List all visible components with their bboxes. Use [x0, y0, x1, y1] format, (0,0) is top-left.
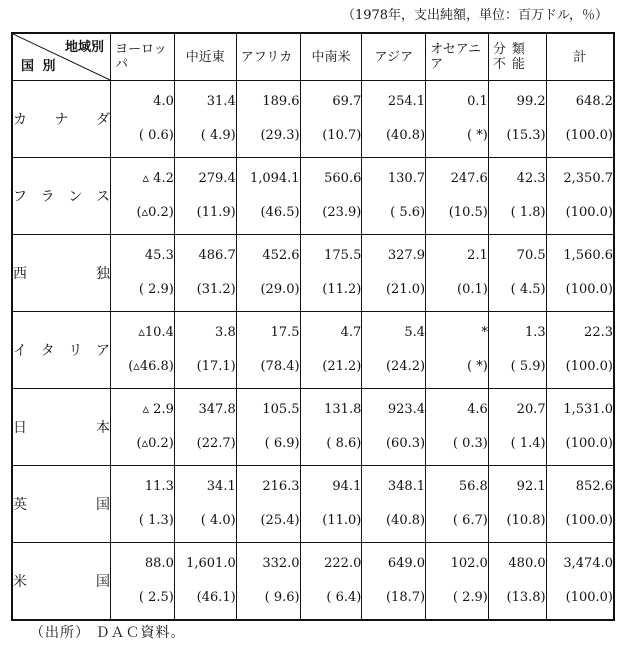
- share-value: (13.8): [506, 590, 546, 605]
- amount-value: 42.3: [516, 171, 546, 186]
- share-value: (15.3): [506, 128, 546, 143]
- share-value: (100.0): [565, 128, 613, 143]
- country-char: ス: [96, 189, 111, 205]
- value-cell: [426, 235, 489, 312]
- share-value: (21.2): [322, 359, 362, 374]
- value-cell: [236, 81, 300, 158]
- amount-value: 279.4: [198, 171, 236, 186]
- header-row: [12, 33, 614, 81]
- share-value: ( 4.0): [200, 513, 236, 528]
- value-cell: [546, 389, 614, 466]
- col-header-middle-east: 中近東: [174, 33, 236, 81]
- value-cell: [546, 543, 614, 621]
- value-cell: [300, 158, 362, 235]
- country-char: カ: [13, 112, 27, 128]
- amount-value: 3,474.0: [563, 556, 613, 571]
- country-name: [13, 494, 110, 514]
- country-char: 独: [96, 266, 111, 282]
- country-char: フ: [13, 189, 27, 205]
- share-value: (10.8): [506, 513, 546, 528]
- share-value: ( 2.5): [138, 590, 174, 605]
- share-value: (10.5): [448, 205, 488, 220]
- amount-value: 347.8: [198, 402, 236, 417]
- amount-value: 92.1: [516, 479, 546, 494]
- value-cell: [300, 543, 362, 621]
- value-cell: [362, 312, 426, 389]
- source-note: （出所） ＤＡＣ資料。: [30, 625, 186, 641]
- share-value: (10.7): [322, 128, 362, 143]
- value-cell: [111, 81, 175, 158]
- value-cell: [174, 312, 236, 389]
- amount-value: 1,531.0: [563, 402, 613, 417]
- country-name: [13, 417, 110, 437]
- amount-value: 69.7: [332, 94, 362, 109]
- value-cell: [111, 235, 175, 312]
- amount-value: 923.4: [387, 402, 426, 417]
- amount-value: 3.8: [215, 325, 236, 340]
- value-cell: [426, 466, 489, 543]
- country-char: 英: [13, 497, 27, 513]
- amount-value: 560.6: [324, 171, 362, 186]
- share-value: ( 8.6): [326, 436, 362, 451]
- value-cell: [488, 81, 546, 158]
- value-cell: [174, 466, 236, 543]
- amount-value: 189.6: [262, 94, 300, 109]
- value-cell: [488, 466, 546, 543]
- value-cell: [236, 312, 300, 389]
- value-cell: [362, 466, 426, 543]
- amount-value: 105.5: [262, 402, 300, 417]
- share-value: (22.7): [196, 436, 236, 451]
- value-cell: [546, 312, 614, 389]
- country-char: 本: [96, 420, 111, 436]
- share-value: (78.4): [260, 359, 300, 374]
- share-value: (11.9): [196, 205, 236, 220]
- value-cell: [111, 389, 175, 466]
- country-char: 国: [96, 574, 111, 590]
- value-cell: [236, 466, 300, 543]
- amount-value: 2.1: [467, 248, 488, 263]
- share-value: ( *): [467, 359, 488, 374]
- amount-value: *: [481, 325, 488, 340]
- share-value: ( 0.6): [138, 128, 174, 143]
- share-value: (60.3): [385, 436, 426, 451]
- share-value: ( *): [467, 128, 488, 143]
- table-row: [12, 235, 614, 312]
- share-value: (▵0.2): [136, 436, 174, 451]
- country-cell: [12, 389, 111, 466]
- share-value: ( 1.8): [510, 205, 546, 220]
- value-cell: [300, 235, 362, 312]
- value-cell: [426, 312, 489, 389]
- col-header-africa: アフリカ: [236, 33, 300, 81]
- corner-header: [12, 33, 111, 81]
- country-cell: [12, 81, 111, 158]
- share-value: (31.2): [196, 282, 236, 297]
- amount-value: 0.1: [467, 94, 488, 109]
- share-value: (11.0): [322, 513, 362, 528]
- share-value: (23.9): [322, 205, 362, 220]
- country-char: 西: [13, 266, 27, 282]
- value-cell: [174, 543, 236, 621]
- aid-table: [11, 32, 615, 621]
- amount-value: ▵10.4: [138, 325, 174, 340]
- col-header-asia: アジア: [362, 33, 426, 81]
- country-char: イ: [13, 343, 27, 359]
- value-cell: [174, 81, 236, 158]
- value-cell: [300, 81, 362, 158]
- amount-value: 2,350.7: [563, 171, 613, 186]
- country-char: 日: [13, 420, 27, 436]
- share-value: (100.0): [565, 282, 613, 297]
- value-cell: [111, 543, 175, 621]
- amount-value: 20.7: [516, 402, 546, 417]
- table-row: [12, 158, 614, 235]
- amount-value: 175.5: [324, 248, 362, 263]
- amount-value: ▵ 4.2: [142, 171, 174, 186]
- col-header-total: 計: [546, 33, 614, 81]
- value-cell: [426, 158, 489, 235]
- amount-value: 216.3: [262, 479, 300, 494]
- table-row: [12, 466, 614, 543]
- share-value: (100.0): [565, 590, 613, 605]
- amount-value: 222.0: [324, 556, 362, 571]
- value-cell: [362, 235, 426, 312]
- amount-value: 31.4: [206, 94, 236, 109]
- share-value: (0.1): [457, 282, 488, 297]
- value-cell: [236, 158, 300, 235]
- country-char: 米: [13, 574, 27, 590]
- share-value: ( 6.7): [452, 513, 488, 528]
- amount-value: 4.7: [340, 325, 362, 340]
- amount-value: 348.1: [387, 479, 426, 494]
- value-cell: [488, 312, 546, 389]
- country-cell: [12, 235, 111, 312]
- country-char: リ: [68, 343, 83, 359]
- table-row: [12, 543, 614, 621]
- value-cell: [236, 389, 300, 466]
- table-row: [12, 312, 614, 389]
- value-cell: [362, 158, 426, 235]
- share-value: (18.7): [385, 590, 426, 605]
- share-value: (100.0): [565, 513, 613, 528]
- amount-value: 17.5: [270, 325, 300, 340]
- country-char: 国: [96, 497, 111, 513]
- value-cell: [236, 235, 300, 312]
- amount-value: 1.3: [524, 325, 546, 340]
- amount-value: 131.8: [324, 402, 362, 417]
- country-char: ラ: [40, 189, 55, 205]
- share-value: (29.3): [260, 128, 300, 143]
- value-cell: [362, 389, 426, 466]
- amount-value: 56.8: [458, 479, 488, 494]
- amount-value: 99.2: [516, 94, 546, 109]
- country-char: タ: [40, 343, 55, 359]
- amount-value: 254.1: [387, 94, 426, 109]
- amount-value: 94.1: [332, 479, 362, 494]
- share-value: ( 2.9): [452, 590, 488, 605]
- value-cell: [174, 389, 236, 466]
- value-cell: [426, 543, 489, 621]
- amount-value: 11.3: [144, 479, 174, 494]
- amount-value: 649.0: [387, 556, 426, 571]
- amount-value: 102.0: [450, 556, 488, 571]
- corner-region-label: 地域別: [65, 40, 105, 55]
- value-cell: [488, 235, 546, 312]
- amount-value: 486.7: [198, 248, 236, 263]
- share-value: ( 5.6): [390, 205, 426, 220]
- amount-value: 247.6: [450, 171, 488, 186]
- amount-value: 88.0: [144, 556, 174, 571]
- amount-value: 327.9: [387, 248, 426, 263]
- value-cell: [546, 466, 614, 543]
- share-value: (100.0): [565, 205, 613, 220]
- amount-value: 5.4: [404, 325, 426, 340]
- value-cell: [488, 543, 546, 621]
- share-value: ( 4.9): [200, 128, 236, 143]
- amount-value: 45.3: [144, 248, 174, 263]
- col-header-latin-america: 中南米: [300, 33, 362, 81]
- amount-value: 1,094.1: [249, 171, 300, 186]
- share-value: (▵0.2): [136, 205, 174, 220]
- col-header-unallocated: 分類不能: [488, 33, 546, 81]
- value-cell: [174, 158, 236, 235]
- value-cell: [174, 235, 236, 312]
- value-cell: [426, 81, 489, 158]
- value-cell: [111, 158, 175, 235]
- value-cell: [111, 466, 175, 543]
- share-value: (46.5): [260, 205, 300, 220]
- value-cell: [426, 389, 489, 466]
- amount-value: 1,601.0: [186, 556, 236, 571]
- value-cell: [546, 158, 614, 235]
- country-name: [13, 186, 110, 206]
- share-value: (24.2): [385, 359, 426, 374]
- share-value: (29.0): [260, 282, 300, 297]
- share-value: (17.1): [196, 359, 236, 374]
- share-value: ( 6.9): [264, 436, 300, 451]
- share-value: ( 6.4): [326, 590, 362, 605]
- share-value: ( 0.3): [452, 436, 488, 451]
- country-cell: [12, 312, 111, 389]
- value-cell: [546, 81, 614, 158]
- amount-value: 4.6: [467, 402, 488, 417]
- country-char: ア: [96, 343, 111, 359]
- share-value: (100.0): [565, 436, 613, 451]
- corner-country-label: 国 別: [21, 59, 58, 74]
- value-cell: [300, 466, 362, 543]
- share-value: (40.8): [385, 128, 426, 143]
- col-header-oceania: オセアニア: [426, 33, 489, 81]
- value-cell: [300, 312, 362, 389]
- table-row: [12, 81, 614, 158]
- unit-note: （1978年，支出純額，単位：百万ドル，％）: [341, 8, 608, 23]
- share-value: ( 9.6): [264, 590, 300, 605]
- value-cell: [488, 389, 546, 466]
- amount-value: 22.3: [584, 325, 613, 340]
- share-value: ( 1.4): [510, 436, 546, 451]
- amount-value: 852.6: [575, 479, 613, 494]
- value-cell: [300, 389, 362, 466]
- country-name: [13, 263, 110, 283]
- country-cell: [12, 543, 111, 621]
- share-value: (40.8): [385, 513, 426, 528]
- share-value: (46.1): [196, 590, 236, 605]
- country-char: ナ: [54, 112, 69, 128]
- country-name: [13, 109, 110, 129]
- value-cell: [236, 543, 300, 621]
- value-cell: [362, 81, 426, 158]
- share-value: ( 2.9): [138, 282, 174, 297]
- country-cell: [12, 466, 111, 543]
- value-cell: [111, 312, 175, 389]
- amount-value: 1,560.6: [563, 248, 613, 263]
- amount-value: 34.1: [206, 479, 236, 494]
- amount-value: 70.5: [516, 248, 546, 263]
- country-name: [13, 571, 110, 591]
- amount-value: ▵ 2.9: [142, 402, 174, 417]
- value-cell: [546, 235, 614, 312]
- amount-value: 332.0: [262, 556, 300, 571]
- col-header-europe: ヨーロッパ: [111, 33, 175, 81]
- share-value: ( 5.9): [510, 359, 546, 374]
- share-value: ( 1.3): [138, 513, 174, 528]
- share-value: (21.0): [385, 282, 426, 297]
- country-char: ン: [68, 189, 83, 205]
- amount-value: 4.0: [153, 94, 174, 109]
- share-value: (100.0): [565, 359, 613, 374]
- amount-value: 452.6: [262, 248, 300, 263]
- country-name: [13, 340, 110, 360]
- value-cell: [488, 158, 546, 235]
- share-value: (▵46.8): [128, 359, 174, 374]
- value-cell: [362, 543, 426, 621]
- amount-value: 480.0: [508, 556, 546, 571]
- amount-value: 130.7: [387, 171, 426, 186]
- share-value: ( 4.5): [510, 282, 546, 297]
- table-row: [12, 389, 614, 466]
- share-value: (25.4): [260, 513, 300, 528]
- country-cell: [12, 158, 111, 235]
- share-value: (11.2): [322, 282, 362, 297]
- country-char: ダ: [96, 112, 111, 128]
- amount-value: 648.2: [575, 94, 613, 109]
